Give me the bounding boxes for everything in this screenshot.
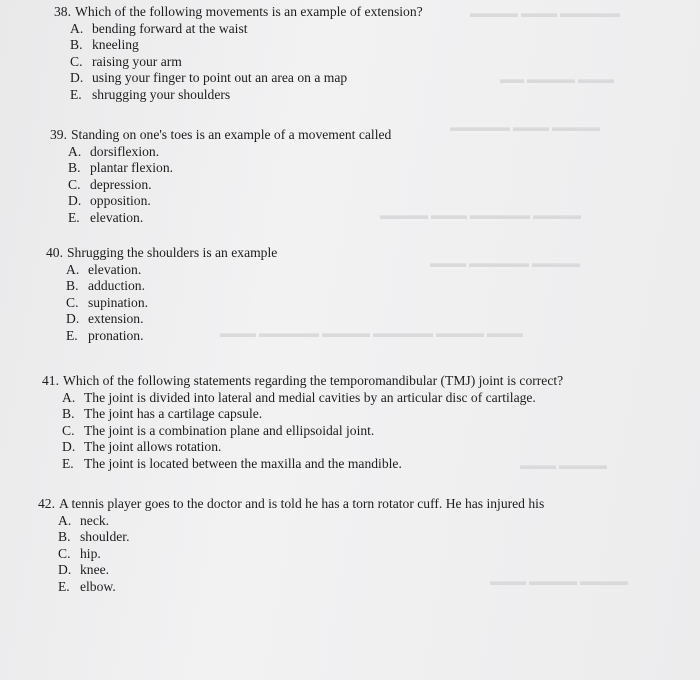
question-42 bbox=[38, 496, 544, 596]
show-through-mark: ▬▬▬▬ ▬▬▬▬▬ ▬▬▬ ▬▬▬▬ bbox=[380, 208, 581, 222]
option-c: C. The joint is a combination plane and ellipsoidal joint. bbox=[62, 422, 375, 438]
option-b: B. adduction. bbox=[66, 278, 146, 294]
option-b: B. plantar flexion. bbox=[68, 160, 174, 176]
question-text: Which of the following statements regarding the temporomandibular (TMJ) joint is correct? bbox=[63, 373, 564, 388]
option-a: A. bending forward at the waist bbox=[70, 20, 248, 36]
question-text: A tennis player goes to the doctor and is told he has a torn rotator cuff. He has injured his bbox=[59, 496, 545, 511]
question-stem bbox=[54, 4, 423, 21]
question-stem bbox=[42, 373, 563, 390]
option-e: E. shrugging your shoulders bbox=[70, 86, 231, 102]
question-text: Standing on one's toes is an example of a movement called bbox=[71, 127, 392, 142]
option-b: B. kneeling bbox=[70, 37, 139, 53]
show-through-mark: ▬▬▬▬ ▬▬▬▬ ▬▬▬ bbox=[490, 574, 628, 588]
option-list bbox=[46, 262, 277, 345]
question-number: 41. bbox=[42, 373, 59, 388]
question-number: 39. bbox=[50, 127, 67, 142]
show-through-mark: ▬▬▬▬ ▬▬▬ ▬▬▬▬▬ bbox=[450, 120, 600, 134]
option-list bbox=[42, 390, 563, 473]
show-through-mark: ▬▬▬▬ ▬▬▬▬▬ ▬▬▬ bbox=[430, 256, 580, 270]
option-c: C. depression. bbox=[68, 176, 152, 192]
option-list bbox=[50, 144, 391, 227]
question-40 bbox=[46, 245, 277, 345]
show-through-mark: ▬▬▬▬ ▬▬▬ bbox=[520, 458, 607, 472]
question-text: Which of the following movements is an example of extension? bbox=[75, 4, 423, 19]
option-a: A. neck. bbox=[58, 512, 110, 528]
option-c: C. raising your arm bbox=[70, 53, 182, 69]
question-number: 38. bbox=[54, 4, 71, 19]
show-through-mark: ▬▬▬▬▬ ▬▬▬ ▬▬▬▬ bbox=[470, 6, 620, 20]
option-e: E. The joint is located between the maxilla and the mandible. bbox=[62, 455, 402, 471]
option-d: D. opposition. bbox=[68, 193, 151, 209]
option-e: E. pronation. bbox=[66, 327, 144, 343]
option-a: A. The joint is divided into lateral and medial cavities by an articular disc of cartilage. bbox=[62, 389, 536, 405]
option-b: B. shoulder. bbox=[58, 529, 130, 545]
option-d: D. The joint allows rotation. bbox=[62, 439, 222, 455]
option-e: E. elevation. bbox=[68, 209, 144, 225]
question-39 bbox=[50, 127, 391, 227]
option-list bbox=[38, 513, 544, 596]
option-c: C. hip. bbox=[58, 545, 101, 561]
option-e: E. elbow. bbox=[58, 578, 116, 594]
option-d: D. extension. bbox=[66, 311, 144, 327]
question-stem bbox=[38, 496, 544, 513]
question-stem bbox=[46, 245, 277, 262]
question-38 bbox=[54, 4, 423, 104]
question-text: Shrugging the shoulders is an example bbox=[67, 245, 278, 260]
option-a: A. elevation. bbox=[66, 261, 142, 277]
option-a: A. dorsiflexion. bbox=[68, 143, 160, 159]
question-stem bbox=[50, 127, 391, 144]
question-41 bbox=[42, 373, 563, 473]
option-d: D. using your finger to point out an area on a map bbox=[70, 70, 348, 86]
question-number: 40. bbox=[46, 245, 63, 260]
option-b: B. The joint has a cartilage capsule. bbox=[62, 406, 263, 422]
show-through-mark: ▬▬▬ ▬▬▬▬ ▬▬▬▬▬ ▬▬▬▬ ▬▬▬▬▬ ▬▬▬ bbox=[220, 326, 523, 340]
option-list bbox=[54, 21, 423, 104]
option-c: C. supination. bbox=[66, 294, 149, 310]
option-d: D. knee. bbox=[58, 562, 110, 578]
question-number: 42. bbox=[38, 496, 55, 511]
show-through-mark: ▬▬▬ ▬▬▬▬ ▬▬ bbox=[500, 72, 614, 86]
